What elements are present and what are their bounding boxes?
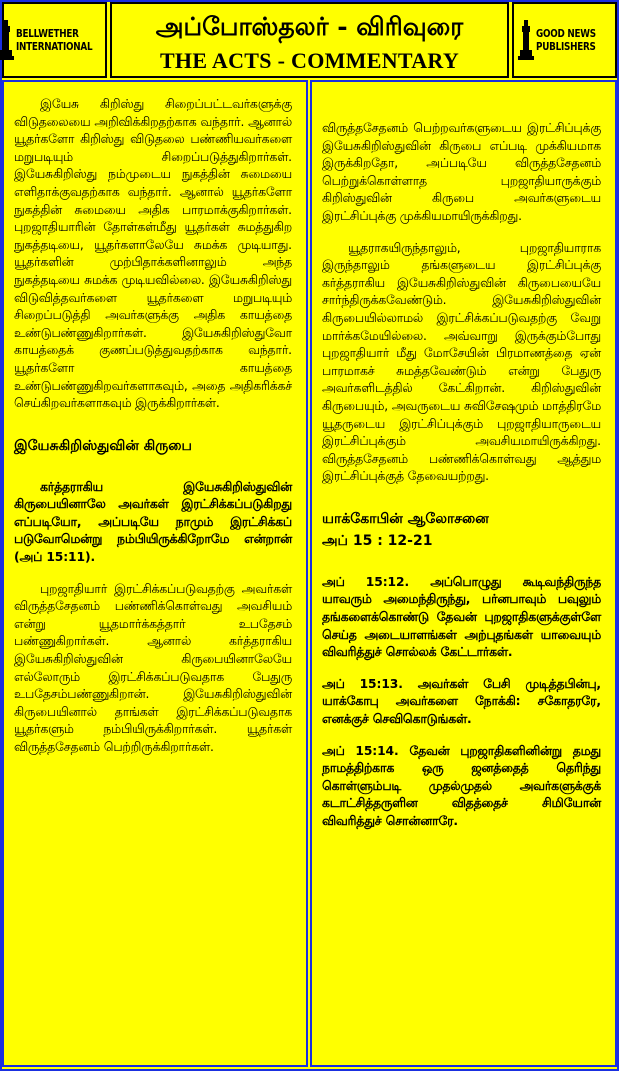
page-title-tamil: அப்போஸ்தலர் - விரிவுரை xyxy=(155,12,464,41)
paragraph: யூதராகயிருந்தாலும், புறஜாதியாராக இருந்தாலும் தங்களுடைய இரட்சிப்புக்கு கர்த்தராகிய இயேசுகிறிஸ்துவின் கிருபையையே சார்ந்திருக்கவேண்டும். இயேசுகிறிஸ்துவின் கிருபையில்லாமல் இரட்சிக்கப்படுவதற்கு வேறு மார்க்கமேயில்லை. அவ்வாறு இருக்கும்போது புறஜாதியார் மீது மோசேயின் பிரமாணத்தை ஏன் பாரமாகச் சுமத்தவேண்டும் என்று பேதுரு அவர்களிடத்தில் கேட்கிறான். கிறிஸ்துவின் கிருபையும், அவருடைய சுவிசேஷமும் மாத்திரமே யூதருடைய இரட்சிப்புக்கும் புறஜாதியாருடைய இரட்சிப்புக்கும் அவசியமாயிருக்கிறது. விருத்தசேதனம் பண்ணிக்கொள்வது ஆத்தும இரட்சிப்புக்குத் தேவையற்றது. xyxy=(322,240,601,484)
left-column xyxy=(2,80,308,1067)
section-heading: யாக்கோபின் ஆலோசனை xyxy=(322,510,489,527)
page-header xyxy=(2,2,617,78)
scripture-verse: அப் 15:12. அப்பொழுது கூடிவந்திருந்த யாவரும் அமைந்திருந்து, பர்னபாவும் பவுலும் தங்களைக்கொண்டு தேவன் புறஜாதிகளுக்குள்ளே செய்த அடையாளங்கள் அற்புதங்கள் யாவையும் விவரித்துச் சொல்லக் கேட்டார்கள். xyxy=(322,574,601,660)
section-reference: அப் 15 : 12-21 xyxy=(322,532,433,549)
logo-line-1: GOOD NEWS xyxy=(536,27,596,40)
scripture-verse: அப் 15:14. தேவன் புறஜாதிகளினின்று தமது நாமத்திற்காக ஒரு ஜனத்தைத் தெரிந்து கொள்ளும்படி முதல்முதல் அவர்களுக்குக் கடாட்சித்தருளின விதத்தைச் சிமியோன் விவரித்துச் சொன்னாரே. xyxy=(322,743,601,828)
tower-icon xyxy=(0,20,14,60)
paragraph: புறஜாதியார் இரட்சிக்கப்படுவதற்கு அவர்கள் விருத்தசேதனம் பண்ணிக்கொள்வது அவசியம் என்று யூதமார்க்கத்தார் உபதேசம் பண்ணுகிறார்கள். ஆனால் கர்த்தராகிய இயேசுகிறிஸ்துவின் கிருபையினாலேயே எல்லோரும் இரட்சிக்கப்படுவதாக பேதுரு உபதேசம்பண்ணுகிறான். இயேசுகிறிஸ்துவின் கிருபையினால் தாங்கள் இரட்சிக்கப்படுவதாக யூதர்களும் நம்பியிருக்கிறார்கள். யூதர்கள் விருத்தசேதனம் பெற்றிருக்கிறார்கள். xyxy=(14,581,292,754)
tower-icon xyxy=(518,20,534,60)
section-heading: இயேசுகிறிஸ்துவின் கிருபை xyxy=(14,437,192,454)
logo-line-1: BELLWETHER xyxy=(15,27,79,40)
bellwether-logo xyxy=(2,2,107,78)
scripture-quote: கர்த்தராகிய இயேசுகிறிஸ்துவின் கிருபையினாலே அவர்கள் இரட்சிக்கப்படுகிறது எப்படியோ, அப்படியே நாமும் இரட்சிக்கப் படுவோமென்று நம்பியிருக்கிறோமே என்றான் (அப் 15:11). xyxy=(14,479,292,565)
logo-line-2: INTERNATIONAL xyxy=(15,40,93,53)
right-column xyxy=(310,80,617,1067)
logo-line-2: PUBLISHERS xyxy=(536,40,596,53)
title-box xyxy=(110,2,509,78)
scripture-verse: அப் 15:13. அவர்கள் பேசி முடித்தபின்பு, யாக்கோபு அவர்களை நோக்கி: சகோதரரே, எனக்குச் செவிகொடுங்கள். xyxy=(322,676,601,727)
good-news-logo xyxy=(512,2,617,78)
page-title-english: THE ACTS - COMMENTARY xyxy=(159,48,460,73)
paragraph: விருத்தசேதனம் பெற்றவர்களுடைய இரட்சிப்புக்கு இயேசுகிறிஸ்துவின் கிருபை எப்படி முக்கியமாக இருக்கிறதோ, அப்படியே விருத்தசேதனம் பெற்றுக்கொள்ளாத புறஜாதியாருக்கும் கிறிஸ்துவின் கிருபை அவர்களுடைய இரட்சிப்புக்கு முக்கியமாயிருக்கிறது. xyxy=(322,121,601,223)
paragraph: இயேசு கிறிஸ்து சிறைப்பட்டவர்களுக்கு விடுதலையை அறிவிக்கிறதற்காக வந்தார். ஆனால் யூதர்களோ கிறிஸ்து விடுதலை பண்ணியவர்களை மறுபடியும் சிறைப்படுத்துகிறார்கள். இயேசுகிறிஸ்து நம்முடைய நுகத்தின் சுமையை எளிதாக்குவதற்காக வந்தார். ஆனால் யூதர்களோ நுகத்தின் சுமையை அதிக பாரமாக்குகிறார்கள். புறஜாதியாரின் தோள்கள்மீது யூதர்கள் சுமத்துகிற நுகத்தடியை, யூதர்களாலேயே சுமக்க முடியாது. யூதர்களின் முற்பிதாக்களினாலும் அந்த நுகத்தடியை சுமக்க முடியவில்லை. இயேசுகிறிஸ்து விடுவித்தவர்களை யூதர்களை மறுபடியும் சிறைப்படுத்தி அவர்களுக்கு அதிக காயத்தை உண்டுபண்ணுகிறார்கள். இயேசுகிறிஸ்துவோ காயத்தைக் குணப்படுத்துவதற்காக வந்தார். யூதர்களோ காயத்தை உண்டுபண்ணுகிறவர்களாகவும், அதை அதிகரிக்கச் செய்கிறவர்களாகவும் இருக்கிறார்கள். xyxy=(14,97,292,411)
